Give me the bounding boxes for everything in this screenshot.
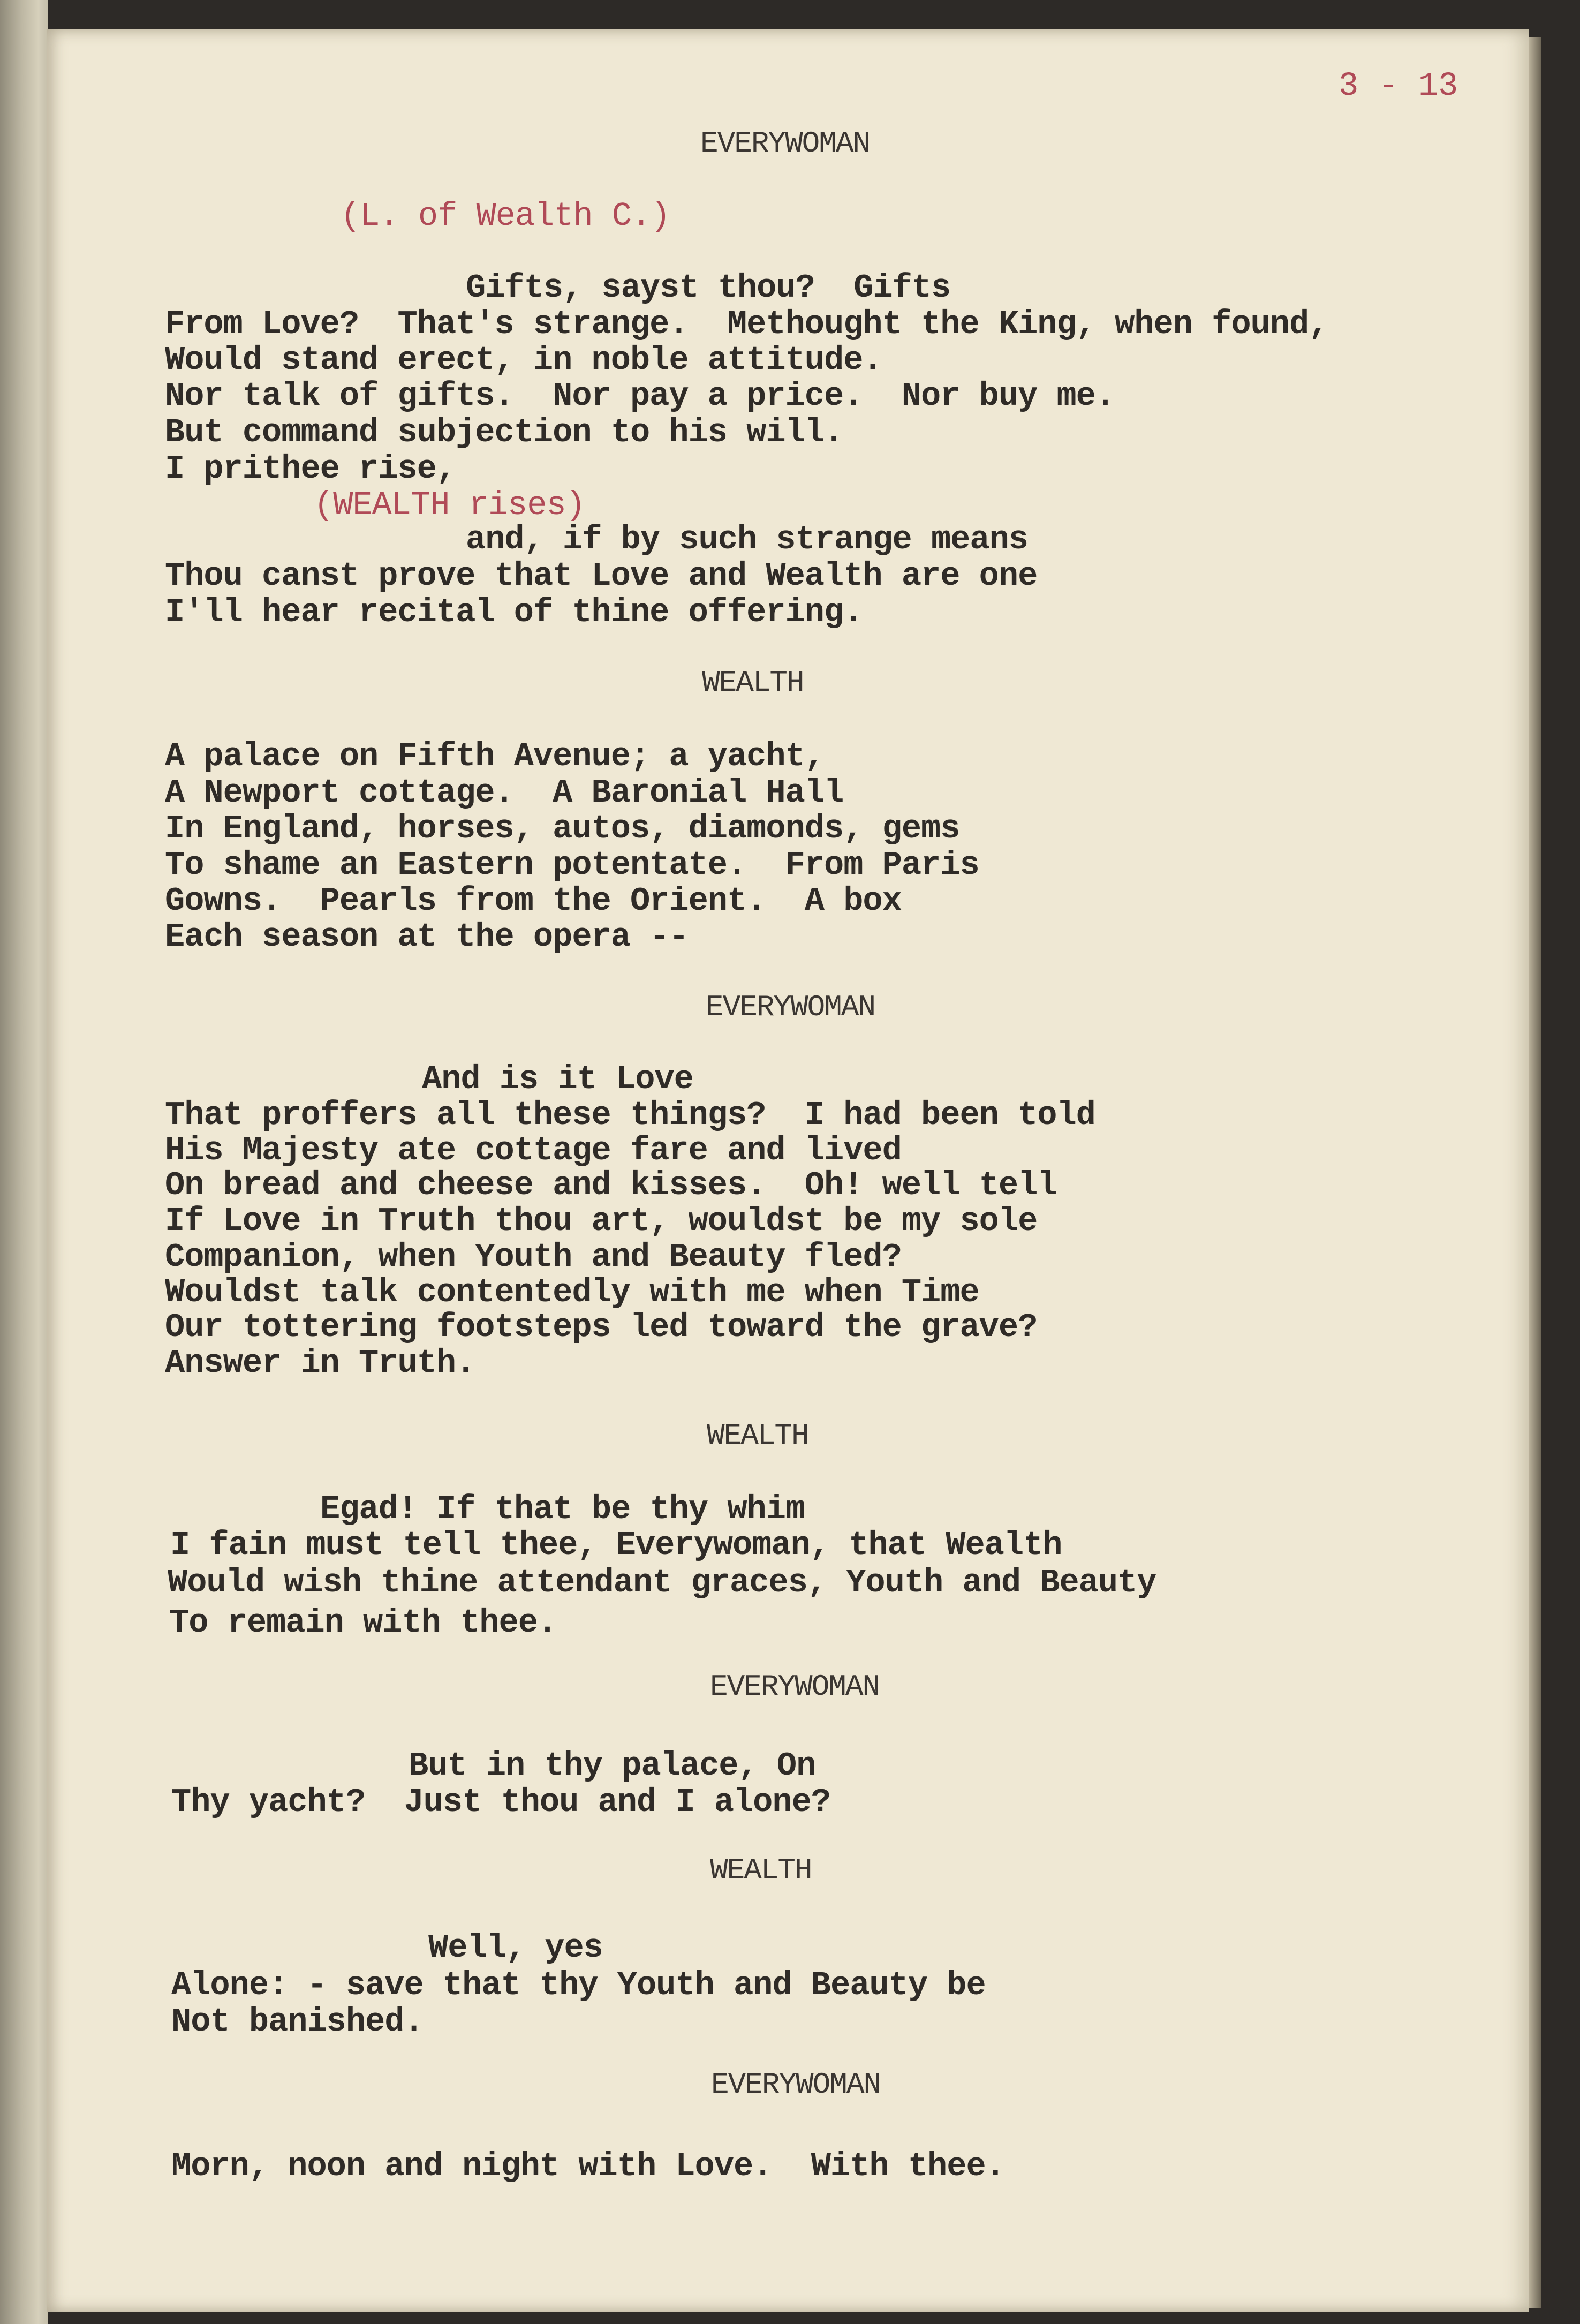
speaker-heading: EVERYWOMAN — [711, 2068, 881, 2102]
verse-line: From Love? That's strange. Methought the King, when found, — [165, 305, 1328, 343]
verse-line: Egad! If that be thy whim — [320, 1490, 805, 1528]
verse-line: And is it Love — [422, 1060, 693, 1098]
speaker-heading: WEALTH — [702, 666, 804, 700]
verse-line: Well, yes — [428, 1929, 603, 1967]
page-edge — [1529, 37, 1541, 2308]
verse-line: Gifts, sayst thou? Gifts — [466, 269, 951, 307]
speaker-heading: EVERYWOMAN — [710, 1670, 880, 1704]
verse-line: Wouldst talk contentedly with me when Time — [165, 1273, 979, 1311]
verse-line: Gowns. Pearls from the Orient. A box — [165, 882, 902, 920]
verse-line: A palace on Fifth Avenue; a yacht, — [165, 737, 825, 775]
verse-line: Would stand erect, in noble attitude. — [165, 341, 882, 379]
verse-line: If Love in Truth thou art, wouldst be my sole — [165, 1202, 1038, 1240]
verse-line: That proffers all these things? I had been told — [165, 1096, 1095, 1134]
verse-line: I prithee rise, — [165, 450, 456, 488]
verse-line: To shame an Eastern potentate. From Paris — [165, 846, 979, 884]
speaker-heading: WEALTH — [707, 1418, 808, 1453]
verse-line: In England, horses, autos, diamonds, gems — [165, 810, 960, 848]
verse-line: Each season at the opera -- — [165, 918, 689, 956]
verse-line: On bread and cheese and kisses. Oh! well tell — [165, 1166, 1057, 1204]
stage-cue: (L. of Wealth C.) — [341, 197, 670, 235]
typescript-page — [47, 29, 1529, 2312]
verse-line: Thy yacht? Just thou and I alone? — [171, 1783, 831, 1821]
verse-line: Would wish thine attendant graces, Youth and Beauty — [168, 1564, 1156, 1602]
speaker-heading: EVERYWOMAN — [706, 990, 875, 1024]
speaker-heading: WEALTH — [710, 1853, 812, 1888]
running-title: EVERYWOMAN — [700, 126, 870, 161]
stage-direction: (WEALTH rises) — [314, 486, 585, 524]
verse-line: Morn, noon and night with Love. With thee. — [171, 2147, 1005, 2185]
verse-line: But in thy palace, On — [409, 1747, 816, 1785]
verse-line: Not banished. — [171, 2003, 424, 2041]
verse-line: I fain must tell thee, Everywoman, that Wealth — [170, 1526, 1062, 1564]
book-binding — [0, 0, 48, 2324]
verse-line: To remain with thee. — [169, 1604, 557, 1642]
verse-line: I'll hear recital of thine offering. — [165, 593, 863, 631]
verse-line: Nor talk of gifts. Nor pay a price. Nor buy me. — [165, 377, 1115, 415]
verse-line: and, if by such strange means — [466, 520, 1028, 559]
verse-line: Thou canst prove that Love and Wealth are one — [165, 557, 1038, 595]
verse-line: Companion, when Youth and Beauty fled? — [165, 1238, 902, 1276]
verse-line: His Majesty ate cottage fare and lived — [165, 1131, 902, 1169]
verse-line: Answer in Truth. — [165, 1344, 475, 1382]
verse-line: Alone: - save that thy Youth and Beauty be — [171, 1966, 986, 2004]
verse-line: But command subjection to his will. — [165, 413, 844, 451]
verse-line: A Newport cottage. A Baronial Hall — [165, 774, 844, 812]
page-number: 3 - 13 — [1339, 67, 1458, 105]
verse-line: Our tottering footsteps led toward the grave? — [165, 1308, 1038, 1346]
